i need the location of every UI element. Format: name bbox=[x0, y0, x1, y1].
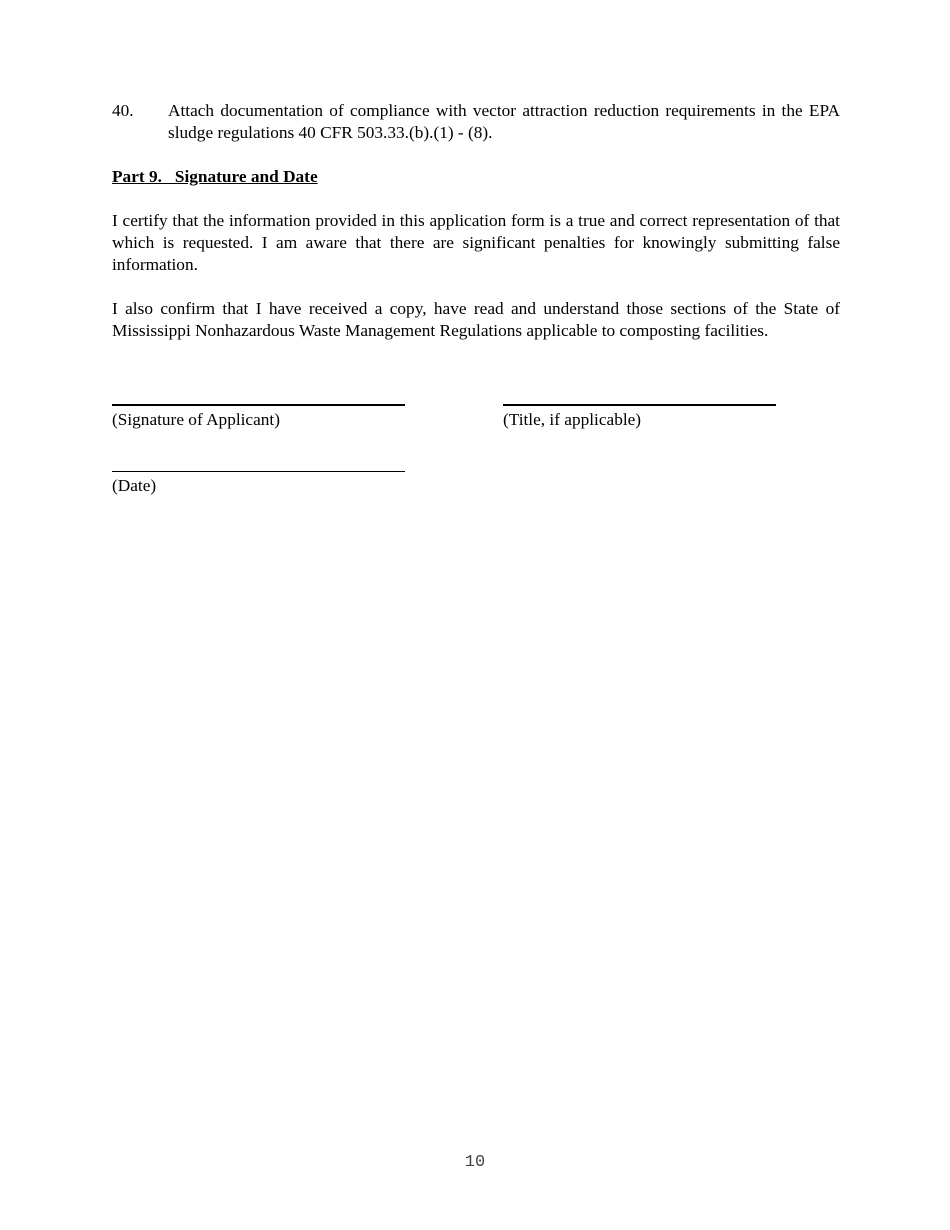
item-number: 40. bbox=[112, 101, 134, 120]
item-text: Attach documentation of compliance with vector attraction reduction requirements in the EPA sludge regulations 40 CFR 503.33.(b).(1) - (8). bbox=[168, 101, 840, 142]
part-9-heading: Part 9. Signature and Date bbox=[112, 167, 318, 186]
certification-paragraph: I certify that the information provided in this application form is a true and correct representation of that which is requested. I am aware that there are significant penalties for knowingly submitting false information. bbox=[112, 211, 840, 274]
page-number: 10 bbox=[464, 1153, 486, 1172]
applicant-signature-label: (Signature of Applicant) bbox=[112, 410, 280, 429]
confirmation-paragraph: I also confirm that I have received a copy, have read and understand those sections of the State of Mississippi Nonhazardous Waste Management Regulations applicable to composting facilities. bbox=[112, 299, 840, 340]
item-40 bbox=[112, 100, 840, 144]
date-label: (Date) bbox=[112, 476, 157, 495]
title-label: (Title, if applicable) bbox=[503, 410, 642, 429]
applicant-signature-line[interactable] bbox=[112, 404, 405, 406]
title-line[interactable] bbox=[503, 404, 776, 406]
date-line[interactable] bbox=[112, 471, 405, 472]
